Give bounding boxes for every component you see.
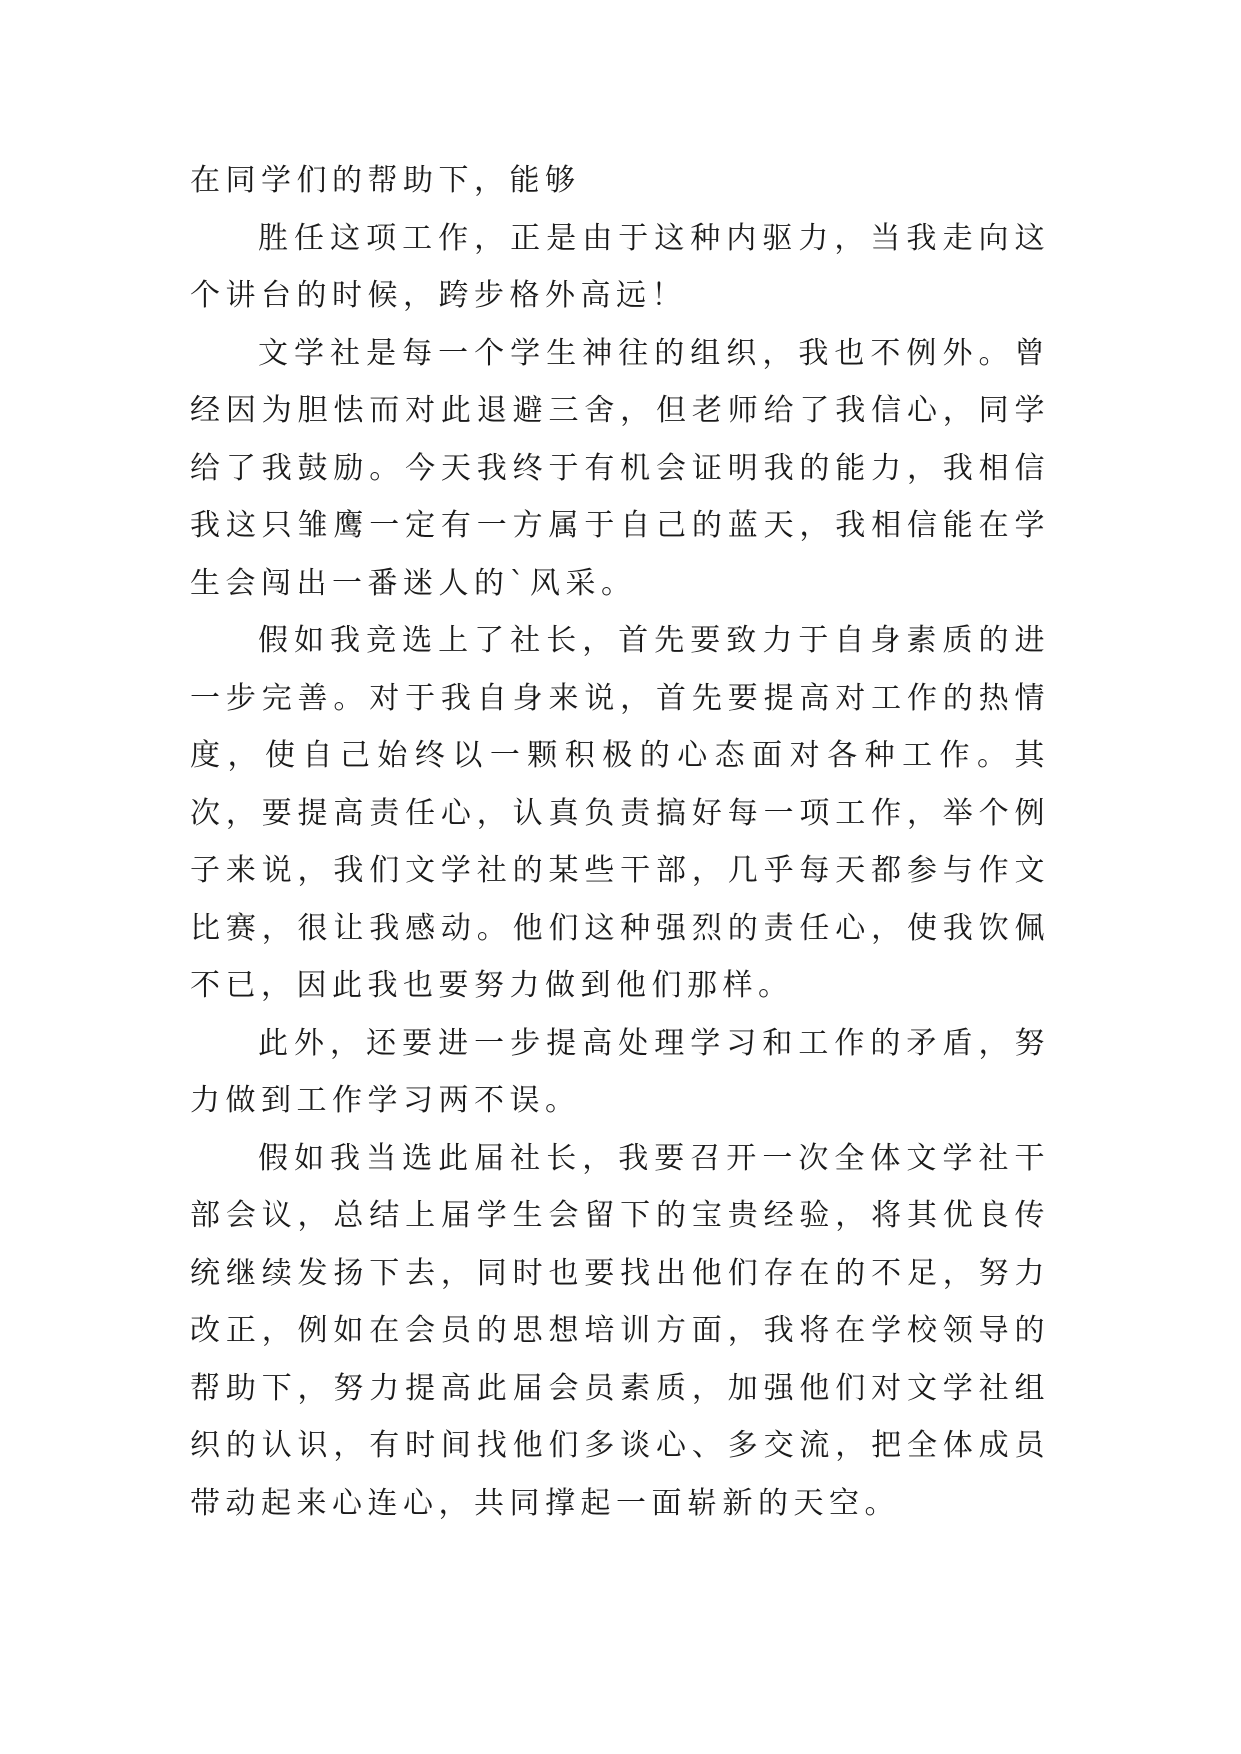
paragraph: 胜任这项工作，正是由于这种内驱力，当我走向这个讲台的时候，跨步格外高远！: [190, 220, 1050, 313]
document-body: [190, 152, 1050, 1532]
paragraph: 文学社是每一个学生神往的组织，我也不例外。曾经因为胆怯而对此退避三舍，但老师给了我信心，同学给了我鼓励。今天我终于有机会证明我的能力，我相信我这只雏鹰一定有一方属于自己的蓝天，我相信能在学生会闯出一番迷人的`风采。: [190, 335, 1050, 601]
paragraph: 此外，还要进一步提高处理学习和工作的矛盾，努力做到工作学习两不误。: [190, 1025, 1050, 1118]
paragraph: 假如我竞选上了社长，首先要致力于自身素质的进一步完善。对于我自身来说，首先要提高对工作的热情度，使自己始终以一颗积极的心态面对各种工作。其次，要提高责任心，认真负责搞好每一项工作，举个例子来说，我们文学社的某些干部，几乎每天都参与作文比赛，很让我感动。他们这种强烈的责任心，使我饮佩不已，因此我也要努力做到他们那样。: [190, 623, 1050, 1003]
paragraph: 假如我当选此届社长，我要召开一次全体文学社干部会议，总结上届学生会留下的宝贵经验，将其优良传统继续发扬下去，同时也要找出他们存在的不足，努力改正，例如在会员的思想培训方面，我将在学校领导的帮助下，努力提高此届会员素质，加强他们对文学社组织的认识，有时间找他们多谈心、多交流，把全体成员带动起来心连心，共同撑起一面崭新的天空。: [190, 1140, 1050, 1521]
paragraph-continuation: 在同学们的帮助下，能够: [190, 163, 581, 198]
